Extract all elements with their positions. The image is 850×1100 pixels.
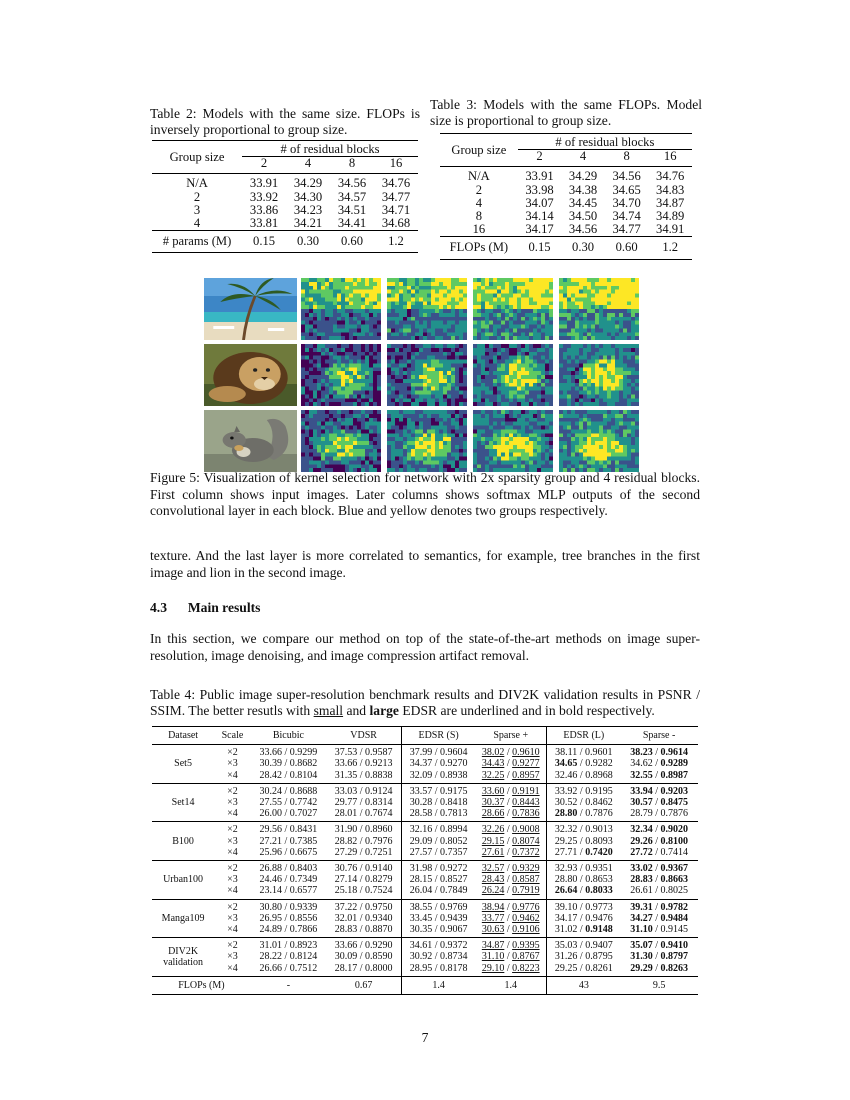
table2-value: 34.29 <box>286 174 330 191</box>
table2-block-header: 2 <box>242 157 286 174</box>
table4-value: 39.10 / 0.9773 <box>554 901 613 913</box>
table4-value: 26.24 / 0.7919 <box>481 885 540 897</box>
table3-group-size: N/A <box>440 167 518 184</box>
figure5-input-image-squirrel <box>204 410 297 472</box>
table2-footer-value: 0.30 <box>286 231 330 253</box>
table3-value: 34.17 <box>525 222 554 237</box>
table4-value: 29.26 / 0.8100 <box>630 835 688 847</box>
table4-vdsr: 33.03 / 0.9124 29.77 / 0.8314 28.01 / 0.7674 <box>326 783 402 822</box>
table4-value: 31.26 / 0.8795 <box>554 951 613 963</box>
table3-span-header: # of residual blocks <box>518 134 692 150</box>
table4-bicubic: 30.24 / 0.8688 27.55 / 0.7742 26.00 / 0.7027 <box>251 783 326 822</box>
table4-value: 31.02 / 0.9148 <box>554 924 613 936</box>
table4-edsr_s: 34.61 / 0.9372 30.92 / 0.8734 28.95 / 0.8178 <box>402 938 475 977</box>
table4-scales: ×2 ×3 ×4 <box>214 745 251 784</box>
table4-value: 32.25 / 0.8957 <box>481 769 540 781</box>
table4-sparse-plus <box>475 938 547 977</box>
table4-column-header: EDSR (S) <box>402 727 475 745</box>
table3 <box>440 133 692 260</box>
table4-scales: ×2 ×3 ×4 <box>214 861 251 900</box>
table2-block-header: 16 <box>374 157 418 174</box>
figure5-kernel-map <box>473 410 553 472</box>
table3-footer-value: 0.60 <box>605 237 649 259</box>
figure5-kernel-map <box>559 344 639 406</box>
table4-vdsr: 30.76 / 0.9140 27.14 / 0.8279 25.18 / 0.7524 <box>326 861 402 900</box>
table3-block-header: 4 <box>561 150 605 167</box>
table3-block-header: 2 <box>518 150 562 167</box>
table4-vdsr: 37.53 / 0.9587 33.66 / 0.9213 31.35 / 0.8838 <box>326 745 402 784</box>
table4-dataset: DIV2K validation <box>152 938 214 977</box>
table4-dataset: Urban100 <box>152 861 214 900</box>
figure5-kernel-map <box>473 344 553 406</box>
table4-value: 32.34 / 0.9020 <box>630 824 688 836</box>
table4-sparse-plus <box>475 783 547 822</box>
section-number: 4.3 <box>150 600 167 615</box>
table4-value: 38.02 / 0.9610 <box>481 747 540 759</box>
table4-value: 32.57 / 0.9329 <box>481 863 540 875</box>
table4-sparse-minus <box>620 745 698 784</box>
table4-edsr-large <box>547 861 620 900</box>
figure5-kernel-map <box>387 410 467 472</box>
figure5-kernel-map <box>387 344 467 406</box>
table2 <box>152 140 418 253</box>
table4-value: 29.29 / 0.8263 <box>630 962 688 974</box>
table4-column-header: Dataset <box>152 727 214 745</box>
table4-sparse-minus <box>620 938 698 977</box>
table3-value: 34.14 <box>525 209 554 224</box>
table4-flops-value: 1.4 <box>475 976 547 994</box>
table2-row <box>152 191 418 204</box>
table2-row <box>152 217 418 231</box>
table4-value: 34.17 / 0.9476 <box>554 912 613 924</box>
table3-value: 34.07 <box>525 195 554 210</box>
table4-flops-value: 1.4 <box>402 976 475 994</box>
table4-sparse-minus <box>620 861 698 900</box>
table3-footer-label: FLOPs (M) <box>440 237 518 259</box>
table4-column-header: Scale <box>214 727 251 745</box>
table4-column-header: Bicubic <box>251 727 326 745</box>
table4 <box>152 726 698 995</box>
table4-value: 29.25 / 0.8093 <box>554 835 613 847</box>
table4-value: 30.63 / 0.9106 <box>481 924 540 936</box>
table4-value: 28.79 / 0.7876 <box>630 808 688 820</box>
table2-value: 34.56 <box>330 174 374 191</box>
table4-flops-value: - <box>251 976 326 994</box>
table4-edsr-large <box>547 783 620 822</box>
table2-group-size: 4 <box>193 216 201 231</box>
figure5 <box>204 278 644 472</box>
table4-group <box>152 783 698 822</box>
table2-value: 34.51 <box>337 202 367 217</box>
table4-column-header: Sparse - <box>620 727 698 745</box>
table4-group <box>152 861 698 900</box>
table4-value: 26.64 / 0.8033 <box>554 885 613 897</box>
table2-value: 34.30 <box>293 189 323 204</box>
table4-value: 33.60 / 0.9191 <box>481 785 540 797</box>
table4-header-row <box>152 727 698 745</box>
table2-value: 34.71 <box>381 202 411 217</box>
table4-edsr_s: 31.98 / 0.9272 28.15 / 0.8527 26.04 / 0.7849 <box>402 861 475 900</box>
table4-flops-value: 0.67 <box>326 976 402 994</box>
table4-caption: Table 4: Public image super-resolution benchmark results and DIV2K validation results in PSNR / SSIM. The better resutls with small and large EDSR are underlined and in bold respectively. <box>150 687 700 718</box>
table4-value: 38.23 / 0.9614 <box>630 747 688 759</box>
table4-value: 34.62 / 0.9289 <box>630 758 688 770</box>
table4-value: 29.15 / 0.8074 <box>481 835 540 847</box>
table4-value: 38.94 / 0.9776 <box>481 901 540 913</box>
table3-footer-value: 0.30 <box>561 237 605 259</box>
table4-sparse-minus <box>620 899 698 938</box>
table2-value: 33.81 <box>249 216 279 231</box>
table4-edsr_s: 38.55 / 0.9769 33.45 / 0.9439 30.35 / 0.9067 <box>402 899 475 938</box>
table3-value: 34.74 <box>612 209 641 224</box>
table4-value: 28.80 / 0.8653 <box>554 874 613 886</box>
figure5-caption: Figure 5: Visualization of kernel selection for network with 2x sparsity group and 4 residual blocks. First column shows input images. Later columns shows softmax MLP outputs of the second convolutional layer in each block. Blue and yellow denotes two groups respectively. <box>150 470 700 518</box>
table2-footer-value: 0.60 <box>330 231 374 253</box>
table2-value: 34.21 <box>293 216 323 231</box>
table4-sparse-plus <box>475 861 547 900</box>
table4-value: 32.93 / 0.9351 <box>554 863 613 875</box>
table4-dataset: Manga109 <box>152 899 214 938</box>
table3-value: 34.70 <box>612 195 641 210</box>
table4-bicubic: 26.88 / 0.8403 24.46 / 0.7349 23.14 / 0.6577 <box>251 861 326 900</box>
table2-footer-row <box>152 231 418 253</box>
table3-group-size: 16 <box>472 222 486 237</box>
table4-group <box>152 938 698 977</box>
figure5-kernel-map <box>559 410 639 472</box>
section-title: Main results <box>187 600 261 615</box>
table4-bicubic: 30.80 / 0.9339 26.95 / 0.8556 24.89 / 0.7866 <box>251 899 326 938</box>
table4-value: 28.43 / 0.8587 <box>481 874 540 886</box>
table3-row-header: Group size <box>440 134 518 167</box>
table4-value: 34.87 / 0.9395 <box>481 940 540 952</box>
table2-caption: Table 2: Models with the same size. FLOPs is inversely proportional to group size. <box>150 106 420 137</box>
table3-value: 34.50 <box>568 209 598 224</box>
table4-value: 30.37 / 0.8443 <box>481 797 540 809</box>
table2-value: 34.57 <box>337 189 367 204</box>
table4-edsr-large <box>547 938 620 977</box>
table4-group <box>152 899 698 938</box>
table3-group-size: 8 <box>475 209 483 224</box>
table2-footer-value: 0.15 <box>242 231 286 253</box>
table3-value: 34.56 <box>568 222 598 237</box>
table3-group-size: 4 <box>475 195 483 210</box>
table4-value: 26.61 / 0.8025 <box>630 885 688 897</box>
table3-block-header: 16 <box>648 150 692 167</box>
table2-footer-value: 1.2 <box>374 231 418 253</box>
table2-value: 33.86 <box>249 202 279 217</box>
table2-value: 34.68 <box>381 216 411 231</box>
table4-value: 33.94 / 0.9203 <box>630 785 688 797</box>
figure5-input-image-palm-tree-beach <box>204 278 297 340</box>
table4-value: 27.61 / 0.7372 <box>481 846 540 858</box>
table4-bicubic: 29.56 / 0.8431 27.21 / 0.7385 25.96 / 0.6675 <box>251 822 326 861</box>
table4-sparse-minus <box>620 822 698 861</box>
table2-span-header: # of residual blocks <box>242 141 418 157</box>
table4-value: 31.10 / 0.9145 <box>630 924 688 936</box>
table4-column-header: EDSR (L) <box>547 727 620 745</box>
table3-value: 34.83 <box>656 182 685 197</box>
figure5-kernel-map <box>387 278 467 340</box>
caption-large: large <box>369 703 399 718</box>
table4-vdsr: 33.66 / 0.9290 30.09 / 0.8590 28.17 / 0.8000 <box>326 938 402 977</box>
table2-row <box>152 204 418 217</box>
table3-row <box>440 184 692 197</box>
table2-value: 33.91 <box>242 174 286 191</box>
table2-group-size: N/A <box>152 174 242 191</box>
table4-dataset: Set14 <box>152 783 214 822</box>
table3-row <box>440 167 692 184</box>
table2-value: 34.23 <box>293 202 323 217</box>
table3-footer-value: 0.15 <box>518 237 562 259</box>
table4-value: 32.46 / 0.8968 <box>554 769 613 781</box>
paragraph-main-results: In this section, we compare our method on top of the state-of-the-art methods on image super-resolution, image denoising, and image compression artifact removal. <box>150 631 700 663</box>
table4-value: 28.80 / 0.7876 <box>554 808 613 820</box>
table4-scales: ×2 ×3 ×4 <box>214 899 251 938</box>
table4-value: 27.72 / 0.7414 <box>630 846 688 858</box>
table3-group-size: 2 <box>475 182 483 197</box>
table4-flops-value: 43 <box>547 976 620 994</box>
table4-flops-label: FLOPs (M) <box>152 976 251 994</box>
table4-column-header: Sparse + <box>475 727 547 745</box>
table4-sparse-plus <box>475 822 547 861</box>
caption-small: small <box>313 703 344 718</box>
table2-value: 34.76 <box>374 174 418 191</box>
table4-value: 29.10 / 0.8223 <box>481 962 540 974</box>
table3-value: 33.91 <box>518 167 562 184</box>
table4-value: 30.52 / 0.8462 <box>554 797 613 809</box>
table3-value: 34.38 <box>568 182 598 197</box>
paragraph-continued: texture. And the last layer is more correlated to semantics, for example, tree branches in the first image and lion in the second image. <box>150 548 700 580</box>
table4-group <box>152 822 698 861</box>
page-number: 7 <box>421 1030 429 1045</box>
table3-value: 34.89 <box>656 209 685 224</box>
table4-value: 34.27 / 0.9484 <box>630 912 688 924</box>
table2-row-header: Group size <box>152 141 242 174</box>
table4-scales: ×2 ×3 ×4 <box>214 938 251 977</box>
table4-value: 31.10 / 0.8767 <box>481 951 540 963</box>
table4-edsr-large <box>547 822 620 861</box>
table4-value: 34.43 / 0.9277 <box>481 758 540 770</box>
table4-bicubic: 31.01 / 0.8923 28.22 / 0.8124 26.66 / 0.7512 <box>251 938 326 977</box>
table3-value: 34.76 <box>648 167 692 184</box>
table2-block-header: 4 <box>286 157 330 174</box>
table2-value: 34.41 <box>337 216 367 231</box>
table4-flops-value: 9.5 <box>620 976 698 994</box>
table3-row <box>440 223 692 237</box>
table4-scales: ×2 ×3 ×4 <box>214 783 251 822</box>
table3-value: 34.87 <box>656 195 685 210</box>
figure5-kernel-map <box>559 278 639 340</box>
table4-value: 35.07 / 0.9410 <box>630 940 688 952</box>
figure5-input-image-lion <box>204 344 297 406</box>
table4-value: 33.77 / 0.9462 <box>481 912 540 924</box>
table4-group <box>152 745 698 784</box>
table4-edsr-large <box>547 745 620 784</box>
table4-value: 28.66 / 0.7836 <box>481 808 540 820</box>
table3-footer-value: 1.2 <box>648 237 692 259</box>
table4-sparse-plus <box>475 899 547 938</box>
figure5-kernel-map <box>473 278 553 340</box>
table2-value: 34.77 <box>381 189 411 204</box>
table3-value: 33.98 <box>525 182 554 197</box>
figure5-kernel-map <box>301 278 381 340</box>
table3-footer-row <box>440 237 692 259</box>
table4-value: 27.71 / 0.7420 <box>554 846 613 858</box>
table4-value: 31.30 / 0.8797 <box>630 951 688 963</box>
table4-vdsr: 31.90 / 0.8960 28.82 / 0.7976 27.29 / 0.7251 <box>326 822 402 861</box>
figure5-kernel-map <box>301 344 381 406</box>
table2-row <box>152 174 418 191</box>
table3-value: 34.29 <box>561 167 605 184</box>
table4-value: 32.32 / 0.9013 <box>554 824 613 836</box>
table4-edsr_s: 33.57 / 0.9175 30.28 / 0.8418 28.58 / 0.7813 <box>402 783 475 822</box>
figure5-kernel-map <box>301 410 381 472</box>
table4-value: 35.03 / 0.9407 <box>554 940 613 952</box>
table3-value: 34.91 <box>656 222 685 237</box>
table3-caption: Table 3: Models with the same FLOPs. Model size is proportional to group size. <box>430 97 702 128</box>
table3-value: 34.56 <box>605 167 649 184</box>
table4-value: 34.65 / 0.9282 <box>554 758 613 770</box>
table4-edsr_s: 32.16 / 0.8994 29.09 / 0.8052 27.57 / 0.7357 <box>402 822 475 861</box>
table4-edsr_s: 37.99 / 0.9604 34.37 / 0.9270 32.09 / 0.8938 <box>402 745 475 784</box>
table3-value: 34.65 <box>612 182 641 197</box>
table2-group-size: 2 <box>193 189 201 204</box>
table4-dataset: Set5 <box>152 745 214 784</box>
table2-group-size: 3 <box>193 202 201 217</box>
table4-sparse-plus <box>475 745 547 784</box>
table4-value: 33.02 / 0.9367 <box>630 863 688 875</box>
table4-flops-row <box>152 976 698 994</box>
table3-value: 34.77 <box>612 222 641 237</box>
table4-scales: ×2 ×3 ×4 <box>214 822 251 861</box>
table4-value: 39.31 / 0.9782 <box>630 901 688 913</box>
table4-value: 28.83 / 0.8663 <box>630 874 688 886</box>
table4-value: 32.55 / 0.8987 <box>630 769 688 781</box>
table3-block-header: 8 <box>605 150 649 167</box>
table4-column-header: VDSR <box>326 727 402 745</box>
table4-sparse-minus <box>620 783 698 822</box>
table2-value: 33.92 <box>249 189 279 204</box>
section-heading <box>150 600 260 616</box>
table4-bicubic: 33.66 / 0.9299 30.39 / 0.8682 28.42 / 0.8104 <box>251 745 326 784</box>
table4-dataset: B100 <box>152 822 214 861</box>
table4-value: 30.57 / 0.8475 <box>630 797 688 809</box>
table4-edsr-large <box>547 899 620 938</box>
table4-value: 33.92 / 0.9195 <box>554 785 613 797</box>
table4-vdsr: 37.22 / 0.9750 32.01 / 0.9340 28.83 / 0.8870 <box>326 899 402 938</box>
table3-value: 34.45 <box>568 195 598 210</box>
table4-value: 32.26 / 0.9008 <box>481 824 540 836</box>
table4-value: 38.11 / 0.9601 <box>555 747 613 759</box>
table4-value: 29.25 / 0.8261 <box>554 962 613 974</box>
table2-block-header: 8 <box>330 157 374 174</box>
table2-footer-label: # params (M) <box>152 231 242 253</box>
